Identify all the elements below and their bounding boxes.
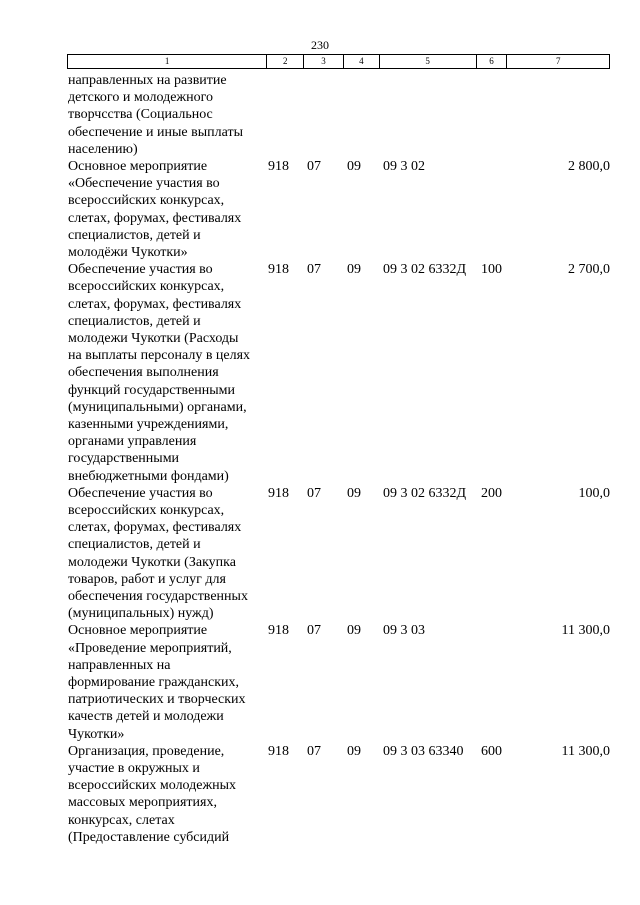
- row-target-code: 09 3 02 6332Д: [383, 262, 467, 278]
- row-name-line: Обеспечение участия во: [68, 262, 213, 278]
- row-name-line: обеспечения государственных: [68, 589, 248, 605]
- row-name: [68, 261, 268, 485]
- row-name-line: массовых мероприятиях,: [68, 795, 217, 811]
- row-expense-type: 100: [481, 262, 502, 278]
- row-target-code: 09 3 02 6332Д: [383, 485, 467, 501]
- row-amount: 11 300,0: [561, 743, 610, 759]
- row-name-line: обеспечения выполнения: [68, 365, 219, 381]
- row-name-line: конкурсах, слетах: [68, 812, 175, 828]
- row-name-line: качеств детей и молодежи: [68, 709, 224, 725]
- row-name-line: направленных на: [68, 657, 171, 673]
- row-name-line: молодежи Чукотки (Закупка: [68, 554, 236, 570]
- column-header-4: 4: [343, 55, 379, 68]
- row-name-line: Организация, проведение,: [68, 743, 225, 759]
- row-name-line: внебюджетными фондами): [68, 468, 229, 484]
- row-name-line: формирование гражданских,: [68, 675, 240, 690]
- row-section: 07: [307, 623, 321, 639]
- row-name-line: слетах, форумах, фестивалях: [68, 210, 242, 226]
- row-subsection: 09: [347, 485, 361, 501]
- row-name-line: участие в окружных и: [68, 761, 200, 776]
- row-grbs: 918: [268, 743, 289, 759]
- column-header-6: 6: [476, 55, 507, 68]
- row-name-line: органами управления: [68, 434, 197, 450]
- row-name-line: всероссийских конкурсах,: [68, 279, 225, 295]
- row-grbs: 918: [268, 262, 289, 278]
- row-name-line: всероссийских конкурсах,: [68, 193, 225, 209]
- row-amount: 11 300,0: [561, 623, 610, 639]
- row-expense-type: 200: [481, 485, 502, 501]
- row-subsection: 09: [347, 159, 361, 174]
- row-section: 07: [307, 262, 321, 278]
- row-grbs: 918: [268, 159, 289, 174]
- row-expense-type: 600: [481, 743, 502, 759]
- column-header-3: 3: [303, 55, 343, 68]
- row-name-line: детского и молодежного: [68, 90, 213, 106]
- row-name-line: Обеспечение участия во: [68, 485, 213, 501]
- row-subsection: 09: [347, 262, 361, 278]
- row-name-line: Чукотки»: [68, 726, 125, 742]
- row-name-line: творчсства (Социальнос: [68, 107, 213, 123]
- row-name-line: (муниципальными) органами,: [68, 399, 247, 415]
- row-amount: 2 800,0: [568, 159, 610, 174]
- column-header-1: 1: [164, 56, 170, 66]
- row-section: 07: [307, 485, 321, 501]
- row-subsection: 09: [347, 623, 361, 639]
- row-name-line: государственными: [68, 451, 180, 467]
- row-name-line: патриотических и творческих: [68, 692, 246, 708]
- row-name-line: (муниципальных) нужд): [68, 606, 214, 622]
- column-header-5: 5: [379, 55, 476, 68]
- table-header-row: [67, 54, 610, 69]
- row-amount: 2 700,0: [568, 262, 610, 278]
- row-section: 07: [307, 159, 321, 174]
- row-name-line: Основное мероприятие: [68, 623, 208, 639]
- row-name-line: всероссийских молодежных: [68, 778, 237, 794]
- row-name: [68, 72, 268, 158]
- row-grbs: 918: [268, 485, 289, 501]
- row-name: [68, 485, 268, 623]
- row-name-line: специалистов, детей и: [68, 537, 201, 553]
- row-name-line: специалистов, детей и: [68, 227, 201, 243]
- row-name: [68, 622, 268, 742]
- row-name-line: товаров, работ и услуг для: [68, 571, 226, 587]
- row-name-line: слетах, форумах, фестивалях: [68, 296, 242, 312]
- row-name-line: «Проведение мероприятий,: [68, 640, 232, 656]
- row-name-line: обеспечение и иные выплаты: [68, 124, 243, 140]
- row-subsection: 09: [347, 743, 361, 759]
- column-header-7: 7: [506, 55, 609, 68]
- row-name-line: казенными учреждениями,: [68, 417, 229, 433]
- row-name-line: «Обеспечение участия во: [68, 176, 220, 192]
- row-name-line: населению): [68, 141, 138, 157]
- row-grbs: 918: [268, 623, 289, 639]
- row-name-line: на выплаты персоналу в целях: [68, 348, 251, 364]
- row-name-line: слетах, форумах, фестивалях: [68, 520, 242, 536]
- page-number: 230: [311, 38, 329, 52]
- row-name: [68, 743, 268, 846]
- row-target-code: 09 3 02: [383, 159, 425, 174]
- row-name-line: молодёжи Чукотки»: [68, 245, 188, 261]
- row-target-code: 09 3 03 63340: [383, 743, 464, 759]
- column-header-2: 2: [266, 55, 303, 68]
- row-amount: 100,0: [578, 485, 610, 501]
- row-name-line: направленных на развитие: [68, 73, 227, 88]
- row-name: [68, 158, 268, 261]
- row-name-line: всероссийских конкурсах,: [68, 503, 225, 518]
- row-name-line: функций государственными: [68, 382, 236, 398]
- row-target-code: 09 3 03: [383, 623, 425, 639]
- row-name-line: специалистов, детей и: [68, 313, 201, 329]
- row-name-line: Основное мероприятие: [68, 159, 208, 174]
- row-section: 07: [307, 743, 321, 759]
- row-name-line: (Предоставление субсидий: [68, 829, 230, 845]
- row-name-line: молодежи Чукотки (Расходы: [68, 331, 239, 346]
